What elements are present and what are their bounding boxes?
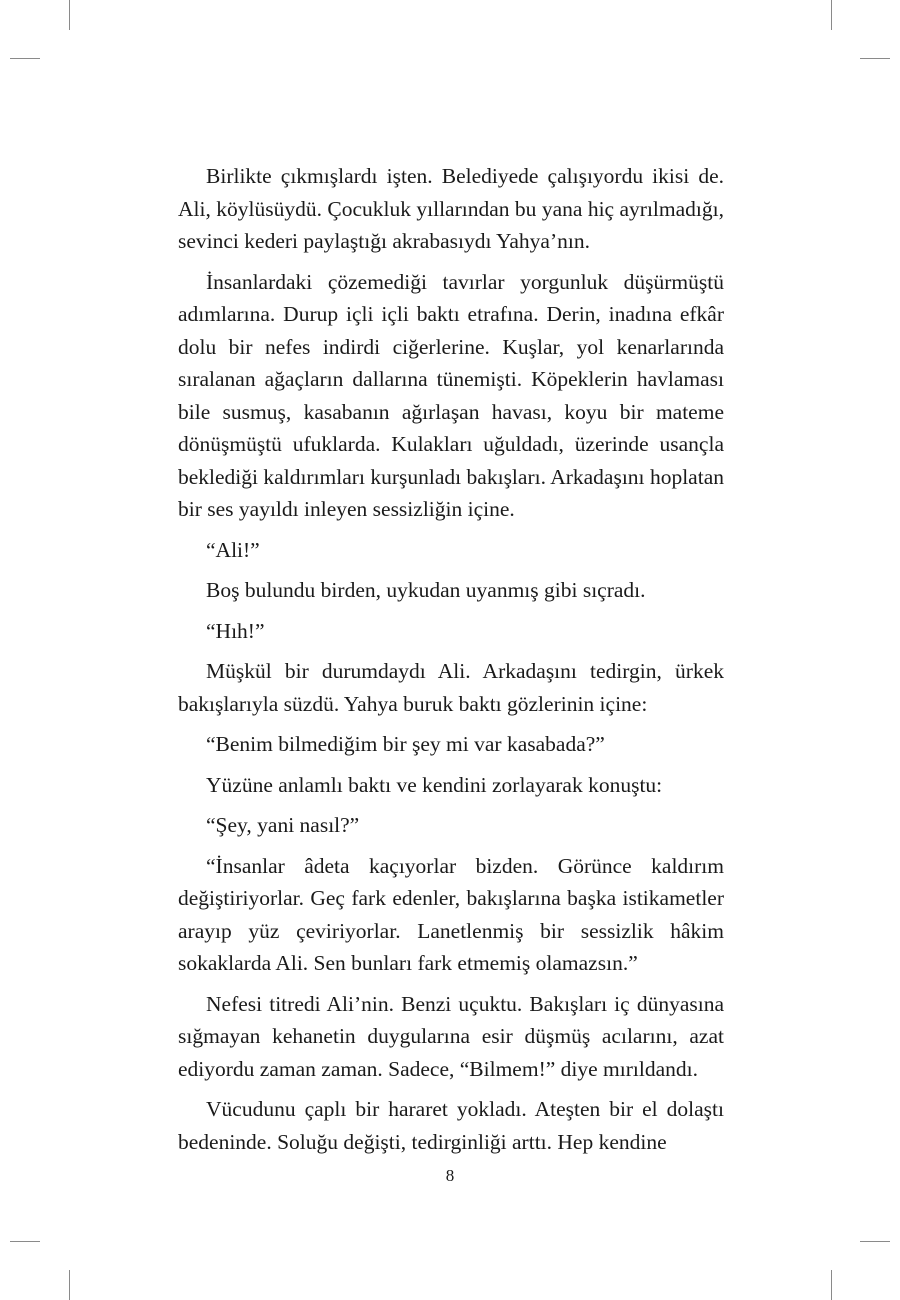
crop-mark-top-left [69,0,70,30]
paragraph-11: Nefesi titredi Ali’nin. Benzi uçuktu. Bakışları iç dünyasına sığmayan kehanetin duygularına esir düşmüş acılarını, azat ediyordu zaman zaman. Sadece, “Bilmem!” diye mırıldandı. [178,991,724,1081]
paragraph-5: “Hıh!” [206,618,265,643]
paragraph-8: Yüzüne anlamlı baktı ve kendini zorlayarak konuştu: [206,772,663,797]
paragraph-4: Boş bulundu birden, uykudan uyanmış gibi sıçradı. [206,578,646,602]
crop-mark-bottom-left [69,1270,70,1300]
paragraph-3: “Ali!” [206,537,260,562]
paragraph-2: İnsanlardaki çözemediği tavırlar yorgunluk düşürmüştü adımlarına. Durup içli içli baktı etrafına. Derin, inadına efkâr dolu bir nefes indirdi ciğerlerine. Kuşlar, yol kenarlarında sıralanan ağaçların dallarına tünemişti. Köpeklerin havlaması bile susmuş, kasabanın ağırlaşan havası, koyu bir mateme dönüşmüştü ufuklarda. Kulakları uğuldadı, üzerinde usançla beklediği kaldırımları kurşunladı bakışları. Arkadaşını hoplatan bir ses yayıldı inleyen sessizliğin içine. [178,269,724,521]
body-text [178,160,724,1166]
page-number: 8 [445,1166,455,1185]
paragraph-6: Müşkül bir durumdaydı Ali. Arkadaşını tedirgin, ürkek bakışlarıyla süzdü. Yahya buruk baktı gözlerinin içine: [178,659,724,716]
paragraph-1: Birlikte çıkmışlardı işten. Belediyede çalışıyordu ikisi de. Ali, köylüsüydü. Çocukluk yıllarından bu yana hiç ayrılmadığı, sevinci kederi paylaştığı akrabasıydı Yahya’nın. [178,164,724,253]
crop-mark-right-top [860,58,890,59]
crop-mark-left-top [10,58,40,59]
crop-mark-top-right [831,0,832,30]
crop-mark-left-bottom [10,1241,40,1242]
crop-mark-right-bottom [860,1241,890,1242]
paragraph-10: “İnsanlar âdeta kaçıyorlar bizden. Görünce kaldırım değiştiriyorlar. Geç fark edenler, bakışlarına başka istikametler arayıp yüz çeviriyorlar. Lanetlenmiş bir sessizlik hâkim sokaklarda Ali. Sen bunları fark etmemiş olamazsın.” [178,853,724,975]
paragraph-7: “Benim bilmediğim bir şey mi var kasabada?” [206,732,605,756]
paragraph-12: Vücudunu çaplı bir hararet yokladı. Ateşten bir el dolaştı bedeninde. Soluğu değişti, tedirginliği arttı. Hep kendine [178,1097,724,1154]
crop-mark-bottom-right [831,1270,832,1300]
paragraph-9: “Şey, yani nasıl?” [206,813,360,837]
